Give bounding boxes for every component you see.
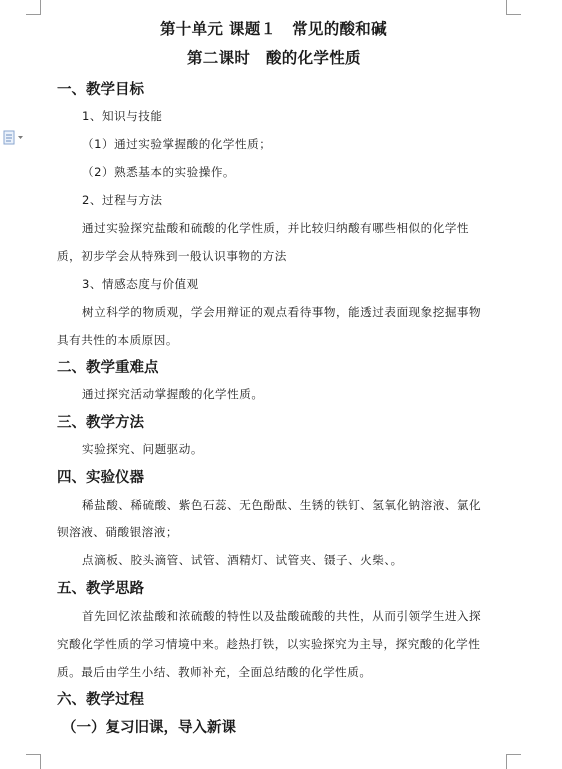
approach-text-line3: 质。最后由学生小结、教师补充，全面总结酸的化学性质。 bbox=[57, 665, 372, 679]
paragraph-options-icon[interactable] bbox=[3, 130, 25, 146]
objective-attitude-heading: 3、情感态度与价值观 bbox=[82, 277, 199, 291]
page-corner-mark-top-right bbox=[506, 0, 521, 15]
methods-text: 实验探究、问题驱动。 bbox=[82, 442, 203, 456]
objective-process-heading: 2、过程与方法 bbox=[82, 193, 163, 207]
page-corner-mark-top-left bbox=[26, 0, 41, 15]
approach-text-line1: 首先回忆浓盐酸和浓硫酸的特性以及盐酸硫酸的共性，从而引领学生进入探 bbox=[82, 609, 482, 623]
section-heading-key-points: 二、教学重难点 bbox=[57, 360, 159, 376]
key-points-text: 通过探究活动掌握酸的化学性质。 bbox=[82, 387, 264, 401]
section-heading-teaching-process: 六、教学过程 bbox=[57, 692, 144, 708]
equipment-reagents-line2: 钡溶液、硝酸银溶液； bbox=[57, 525, 178, 539]
document-title: 第十单元 课题１ 常见的酸和碱 bbox=[160, 20, 387, 38]
lesson-subtitle: 第二课时 酸的化学性质 bbox=[187, 49, 361, 67]
equipment-apparatus-line: 点滴板、胶头滴管、试管、酒精灯、试管夹、镊子、火柴、。 bbox=[82, 553, 403, 567]
objective-process-text-line2: 质，初步学会从特殊到一般认识事物的方法 bbox=[57, 249, 287, 263]
page-corner-mark-bottom-left bbox=[26, 754, 41, 769]
objective-knowledge-item-2: （2）熟悉基本的实验操作。 bbox=[82, 165, 236, 179]
section-heading-objectives: 一、教学目标 bbox=[57, 82, 144, 98]
objective-process-text-line1: 通过实验探究盐酸和硫酸的化学性质，并比较归纳酸有哪些相似的化学性 bbox=[82, 221, 470, 235]
page-corner-mark-bottom-right bbox=[506, 754, 521, 769]
equipment-reagents-line1: 稀盐酸、稀硫酸、紫色石蕊、无色酚酞、生锈的铁钉、氢氧化钠溶液、氯化 bbox=[82, 498, 482, 512]
section-heading-teaching-approach: 五、教学思路 bbox=[57, 581, 144, 597]
section-heading-equipment: 四、实验仪器 bbox=[57, 470, 144, 486]
objective-knowledge-heading: 1、知识与技能 bbox=[82, 109, 163, 123]
section-heading-methods: 三、教学方法 bbox=[57, 415, 144, 431]
objective-attitude-text-line2: 具有共性的本质原因。 bbox=[57, 333, 178, 347]
process-subheading-review: （一）复习旧课，导入新课 bbox=[62, 720, 236, 736]
approach-text-line2: 究酸化学性质的学习情境中来。趁热打铁，以实验探究为主导，探究酸的化学性 bbox=[57, 637, 481, 651]
objective-knowledge-item-1: （1）通过实验掌握酸的化学性质； bbox=[82, 137, 272, 151]
objective-attitude-text-line1: 树立科学的物质观，学会用辩证的观点看待事物，能透过表面现象挖掘事物 bbox=[82, 305, 482, 319]
